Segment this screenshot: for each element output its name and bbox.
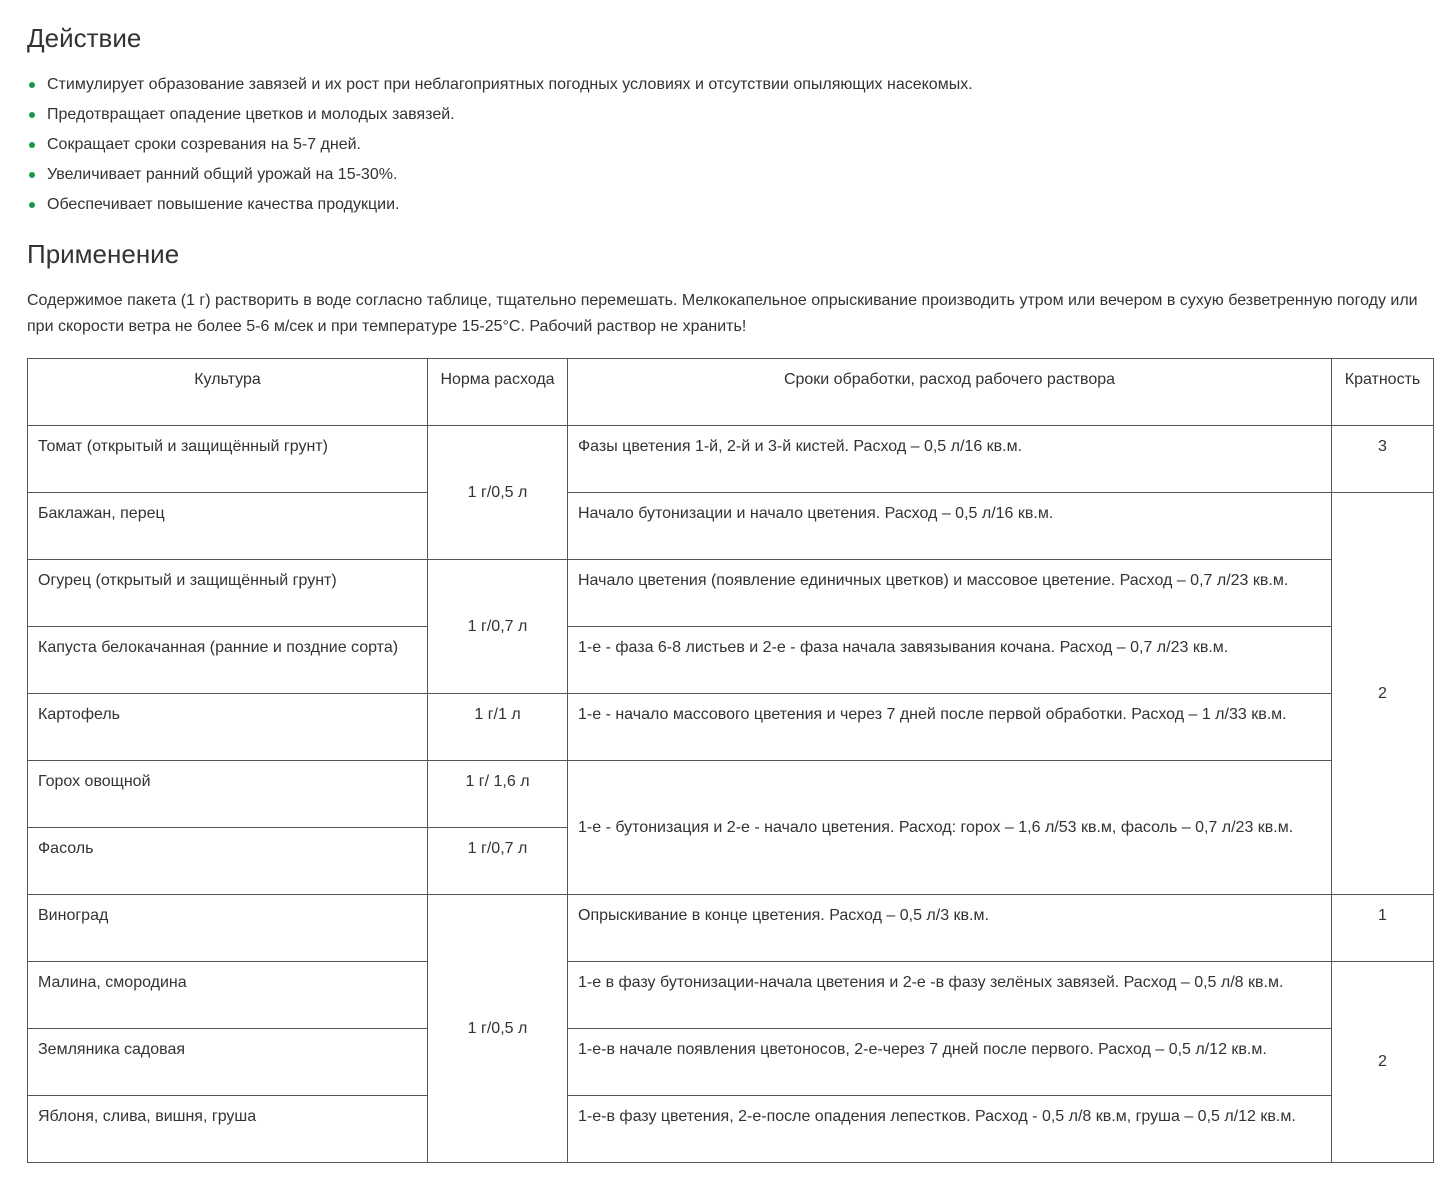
bullet-icon	[29, 112, 35, 118]
table-row	[28, 627, 1434, 694]
table-row	[28, 560, 1434, 627]
times-cell: 1	[1332, 895, 1434, 962]
culture-cell: Баклажан, перец	[28, 493, 428, 560]
table-row	[28, 694, 1434, 761]
rate-cell: 1 г/0,7 л	[428, 560, 568, 694]
list-item	[27, 70, 1456, 100]
timing-cell: Начало бутонизации и начало цветения. Расход – 0,5 л/16 кв.м.	[568, 493, 1332, 560]
timing-cell: Начало цветения (появление единичных цветков) и массовое цветение. Расход – 0,7 л/23 кв.м.	[568, 560, 1332, 627]
list-item-text: Увеличивает ранний общий урожай на 15-30%.	[47, 166, 398, 183]
timing-cell: 1-е-в фазу цветения, 2-е-после опадения лепестков. Расход - 0,5 л/8 кв.м, груша – 0,5 л/12 кв.м.	[568, 1096, 1332, 1163]
list-item-text: Обеспечивает повышение качества продукции.	[47, 196, 400, 213]
table-row	[28, 1029, 1434, 1096]
list-item	[27, 160, 1456, 190]
list-item	[27, 100, 1456, 130]
table-header-row	[28, 359, 1434, 426]
bullet-icon	[29, 82, 35, 88]
application-heading: Применение	[27, 239, 180, 269]
timing-cell: 1-е в фазу бутонизации-начала цветения и 2-е -в фазу зелёных завязей. Расход – 0,5 л/8 кв.м.	[568, 962, 1332, 1029]
bullet-icon	[29, 202, 35, 208]
action-heading: Действие	[27, 23, 142, 53]
times-cell: 2	[1332, 493, 1434, 895]
table-row	[28, 895, 1434, 962]
rate-cell: 1 г/0,5 л	[428, 895, 568, 1163]
bullet-icon	[29, 142, 35, 148]
application-text: Содержимое пакета (1 г) растворить в воде согласно таблице, тщательно перемешать. Мелкокапельное опрыскивание производить утром или вечером в сухую безветренную погоду или при скорости ветра не более 5-6 м/сек и при температуре 15-25°С. Рабочий раствор не хранить!	[27, 292, 1418, 335]
header-times: Кратность	[1332, 359, 1434, 426]
culture-cell: Томат (открытый и защищённый грунт)	[28, 426, 428, 493]
times-cell: 3	[1332, 426, 1434, 493]
timing-cell: Фазы цветения 1-й, 2-й и 3-й кистей. Расход – 0,5 л/16 кв.м.	[568, 426, 1332, 493]
bullet-icon	[29, 172, 35, 178]
culture-cell: Земляника садовая	[28, 1029, 428, 1096]
list-item-text: Предотвращает опадение цветков и молодых завязей.	[47, 106, 455, 123]
timing-cell: 1-е - бутонизация и 2-е - начало цветения. Расход: горох – 1,6 л/53 кв.м, фасоль – 0,7 л/23 кв.м.	[568, 761, 1332, 895]
header-timing: Сроки обработки, расход рабочего раствора	[568, 359, 1332, 426]
table-row	[28, 962, 1434, 1029]
culture-cell: Горох овощной	[28, 761, 428, 828]
list-item	[27, 130, 1456, 160]
action-list	[27, 70, 1456, 220]
rate-cell: 1 г/0,5 л	[428, 426, 568, 560]
table-row	[28, 1096, 1434, 1163]
culture-cell: Яблоня, слива, вишня, груша	[28, 1096, 428, 1163]
culture-cell: Малина, смородина	[28, 962, 428, 1029]
header-rate: Норма расхода	[428, 359, 568, 426]
timing-cell: 1-е - фаза 6-8 листьев и 2-е - фаза начала завязывания кочана. Расход – 0,7 л/23 кв.м.	[568, 627, 1332, 694]
timing-cell: 1-е-в начале появления цветоносов, 2-е-через 7 дней после первого. Расход – 0,5 л/12 кв.м.	[568, 1029, 1332, 1096]
culture-cell: Картофель	[28, 694, 428, 761]
treatment-table	[27, 358, 1434, 1163]
timing-cell: Опрыскивание в конце цветения. Расход – 0,5 л/3 кв.м.	[568, 895, 1332, 962]
table-row	[28, 426, 1434, 493]
culture-cell: Огурец (открытый и защищённый грунт)	[28, 560, 428, 627]
table-row	[28, 761, 1434, 828]
table-row	[28, 493, 1434, 560]
rate-cell: 1 г/0,7 л	[428, 828, 568, 895]
rate-cell: 1 г/1 л	[428, 694, 568, 761]
times-cell: 2	[1332, 962, 1434, 1163]
culture-cell: Виноград	[28, 895, 428, 962]
timing-cell: 1-е - начало массового цветения и через 7 дней после первой обработки. Расход – 1 л/33 кв.м.	[568, 694, 1332, 761]
header-culture: Культура	[28, 359, 428, 426]
list-item	[27, 190, 1456, 220]
list-item-text: Стимулирует образование завязей и их рост при неблагоприятных погодных условиях и отсутствии опыляющих насекомых.	[47, 76, 973, 93]
culture-cell: Капуста белокачанная (ранние и поздние сорта)	[28, 627, 428, 694]
rate-cell: 1 г/ 1,6 л	[428, 761, 568, 828]
culture-cell: Фасоль	[28, 828, 428, 895]
list-item-text: Сокращает сроки созревания на 5-7 дней.	[47, 136, 361, 153]
